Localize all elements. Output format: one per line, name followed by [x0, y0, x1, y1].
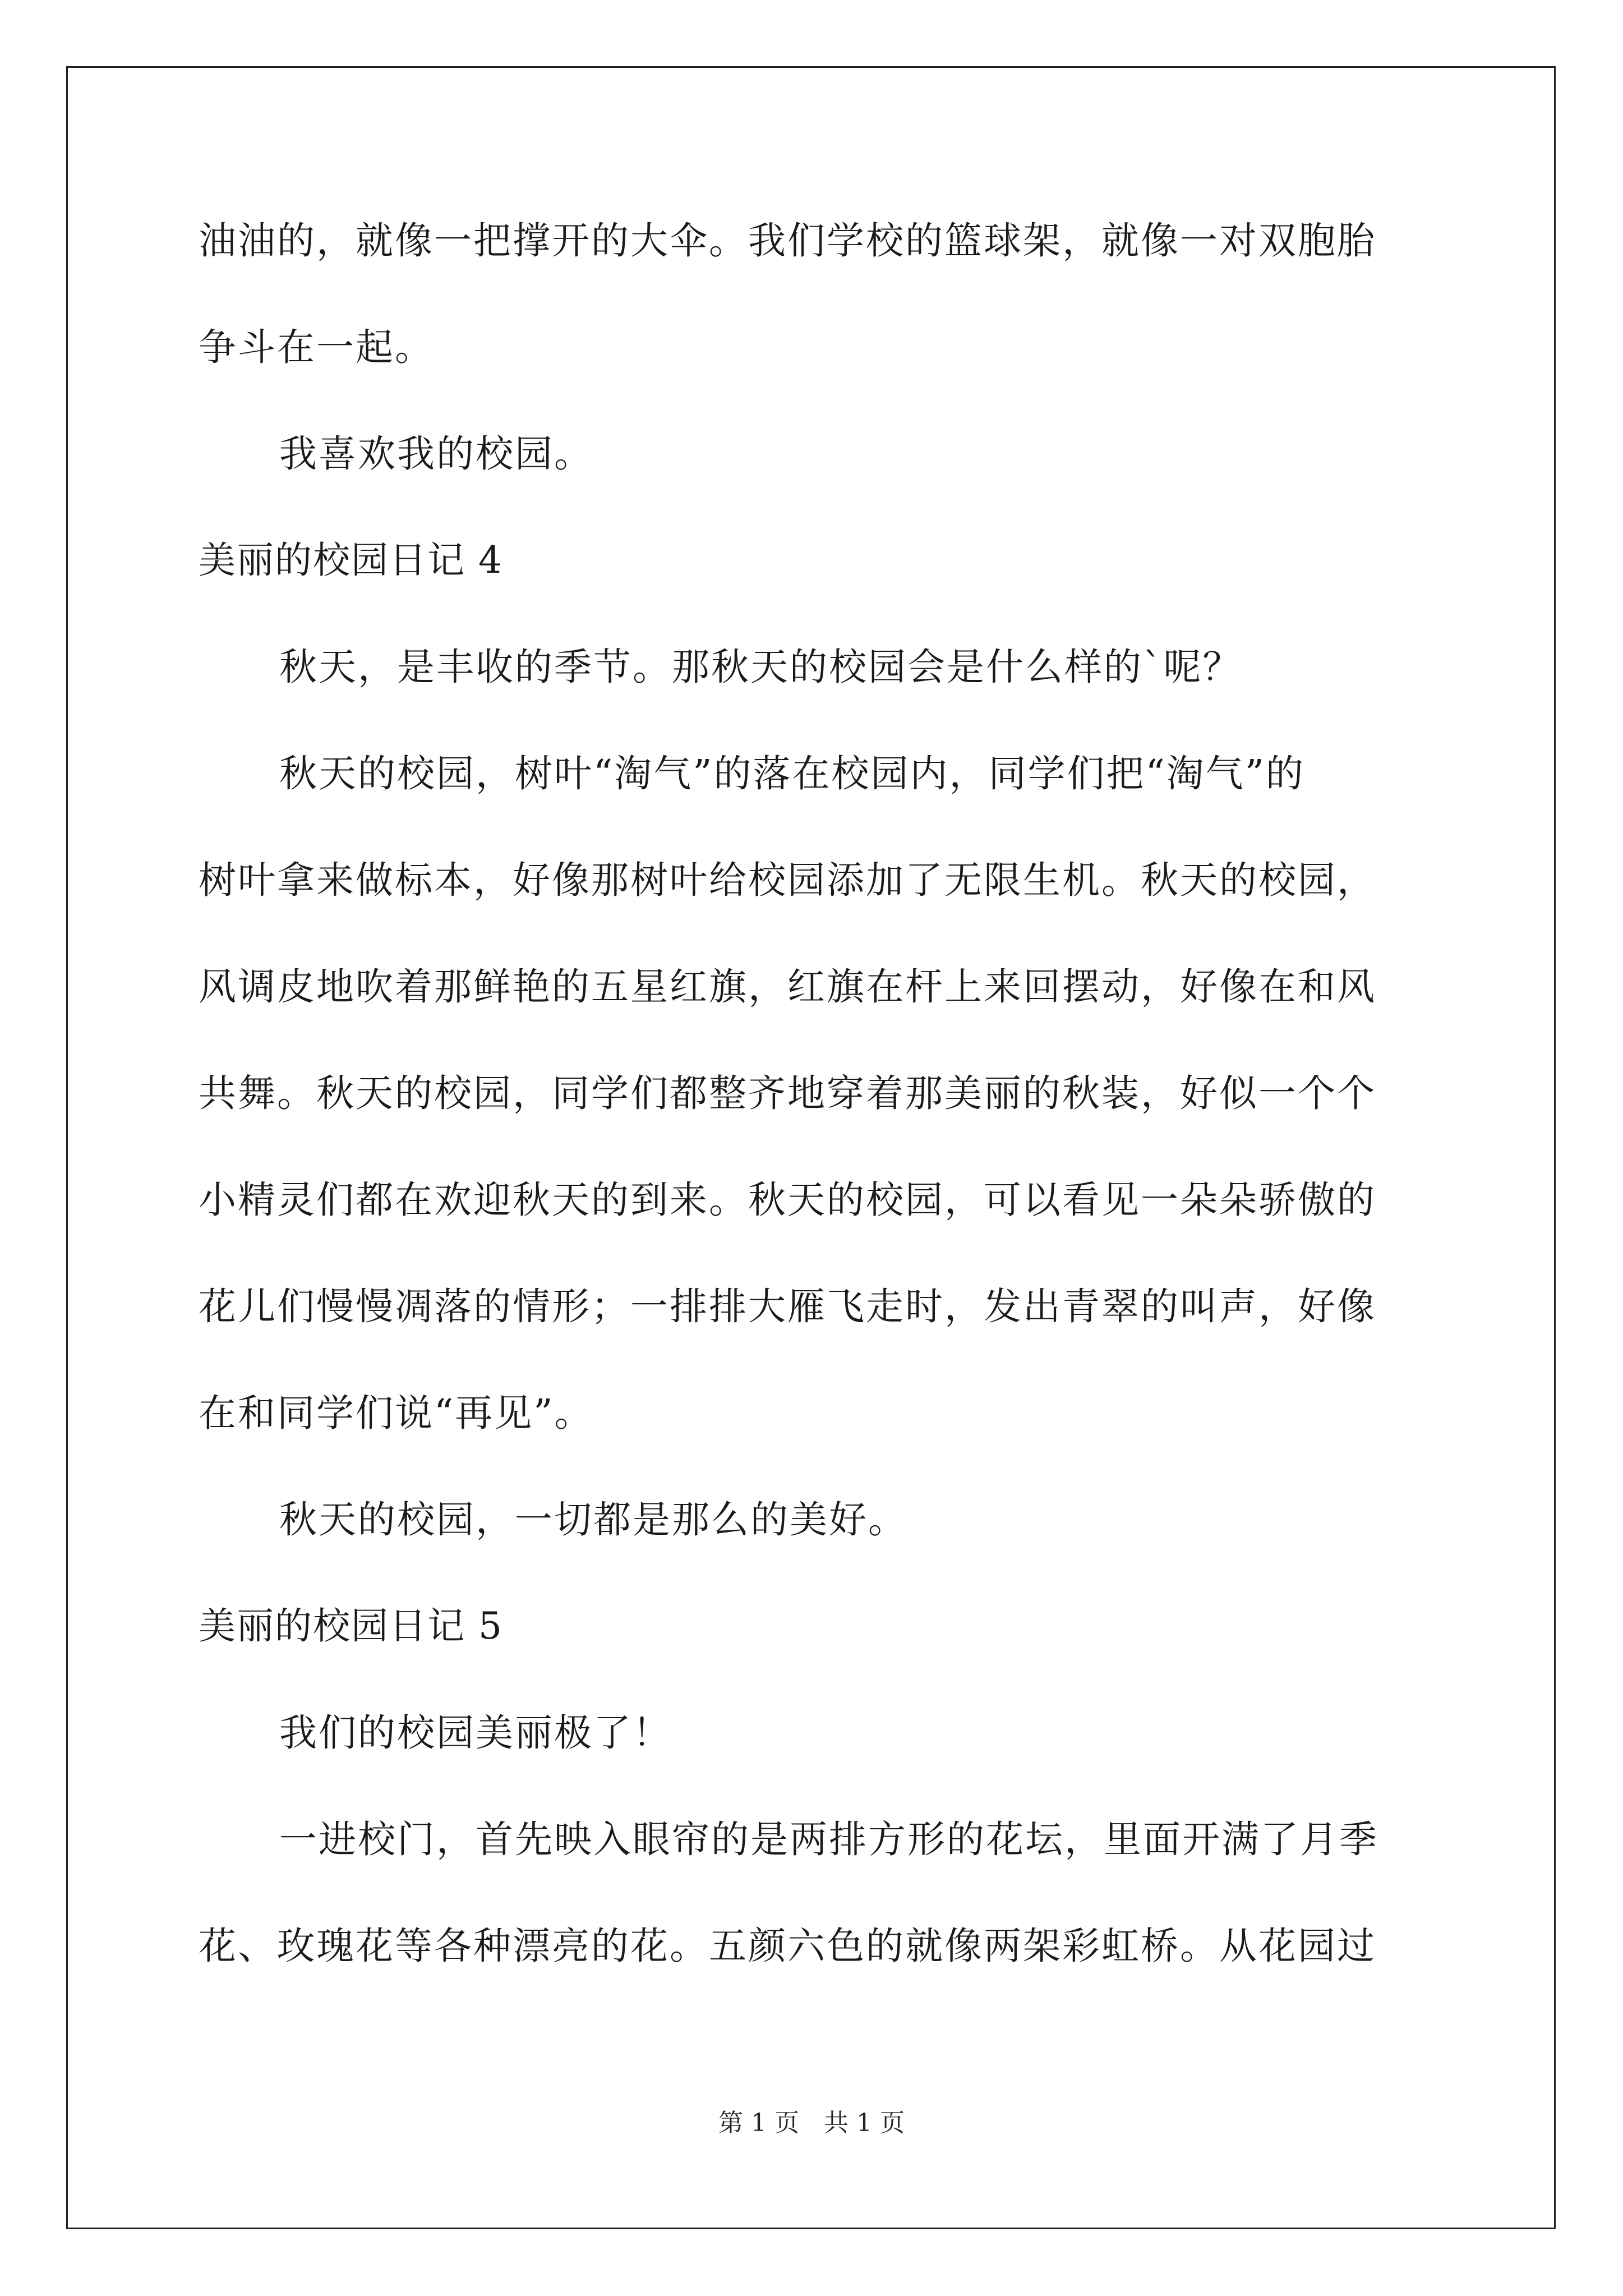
text-line: 在和同学们说“再见”。	[199, 1391, 594, 1435]
page-number: 第 1 页 共 1 页	[718, 2109, 905, 2137]
paragraph-line: 我们的校园美丽极了！	[279, 1711, 672, 1755]
text-line: 油油的，就像一把撑开的大伞。我们学校的篮球架，就像一对双胞胎	[199, 219, 1376, 263]
paragraph-line: 秋天，是丰收的季节。那秋天的校园会是什么样的`呢？	[279, 645, 1242, 689]
paragraph-line: 秋天的校园，树叶“淘气”的落在校园内，同学们把“淘气”的	[279, 752, 1306, 795]
text-line: 争斗在一起。	[199, 325, 434, 369]
text-line: 花儿们慢慢凋落的情形；一排排大雁飞走时，发出青翠的叫声，好像	[199, 1285, 1376, 1328]
text-line: 风调皮地吹着那鲜艳的五星红旗，红旗在杆上来回摆动，好像在和风	[199, 965, 1376, 1009]
text-line: 共舞。秋天的校园，同学们都整齐地穿着那美丽的秋装，好似一个个	[199, 1071, 1376, 1115]
section-heading: 美丽的校园日记 4	[199, 539, 503, 582]
text-line: 树叶拿来做标本，好像那树叶给校园添加了无限生机。秋天的校园，	[199, 858, 1376, 902]
text-line: 花、玫瑰花等各种漂亮的花。五颜六色的就像两架彩虹桥。从花园过	[199, 1924, 1376, 1968]
paragraph-line: 秋天的校园，一切都是那么的美好。	[279, 1498, 907, 1542]
section-heading: 美丽的校园日记 5	[199, 1604, 503, 1648]
paragraph-line: 一进校门，首先映入眼帘的是两排方形的花坛，里面开满了月季	[279, 1818, 1378, 1861]
text-line: 小精灵们都在欢迎秋天的到来。秋天的校园，可以看见一朵朵骄傲的	[199, 1178, 1376, 1222]
page-border	[66, 66, 1556, 2229]
paragraph-line: 我喜欢我的校园。	[279, 432, 593, 476]
